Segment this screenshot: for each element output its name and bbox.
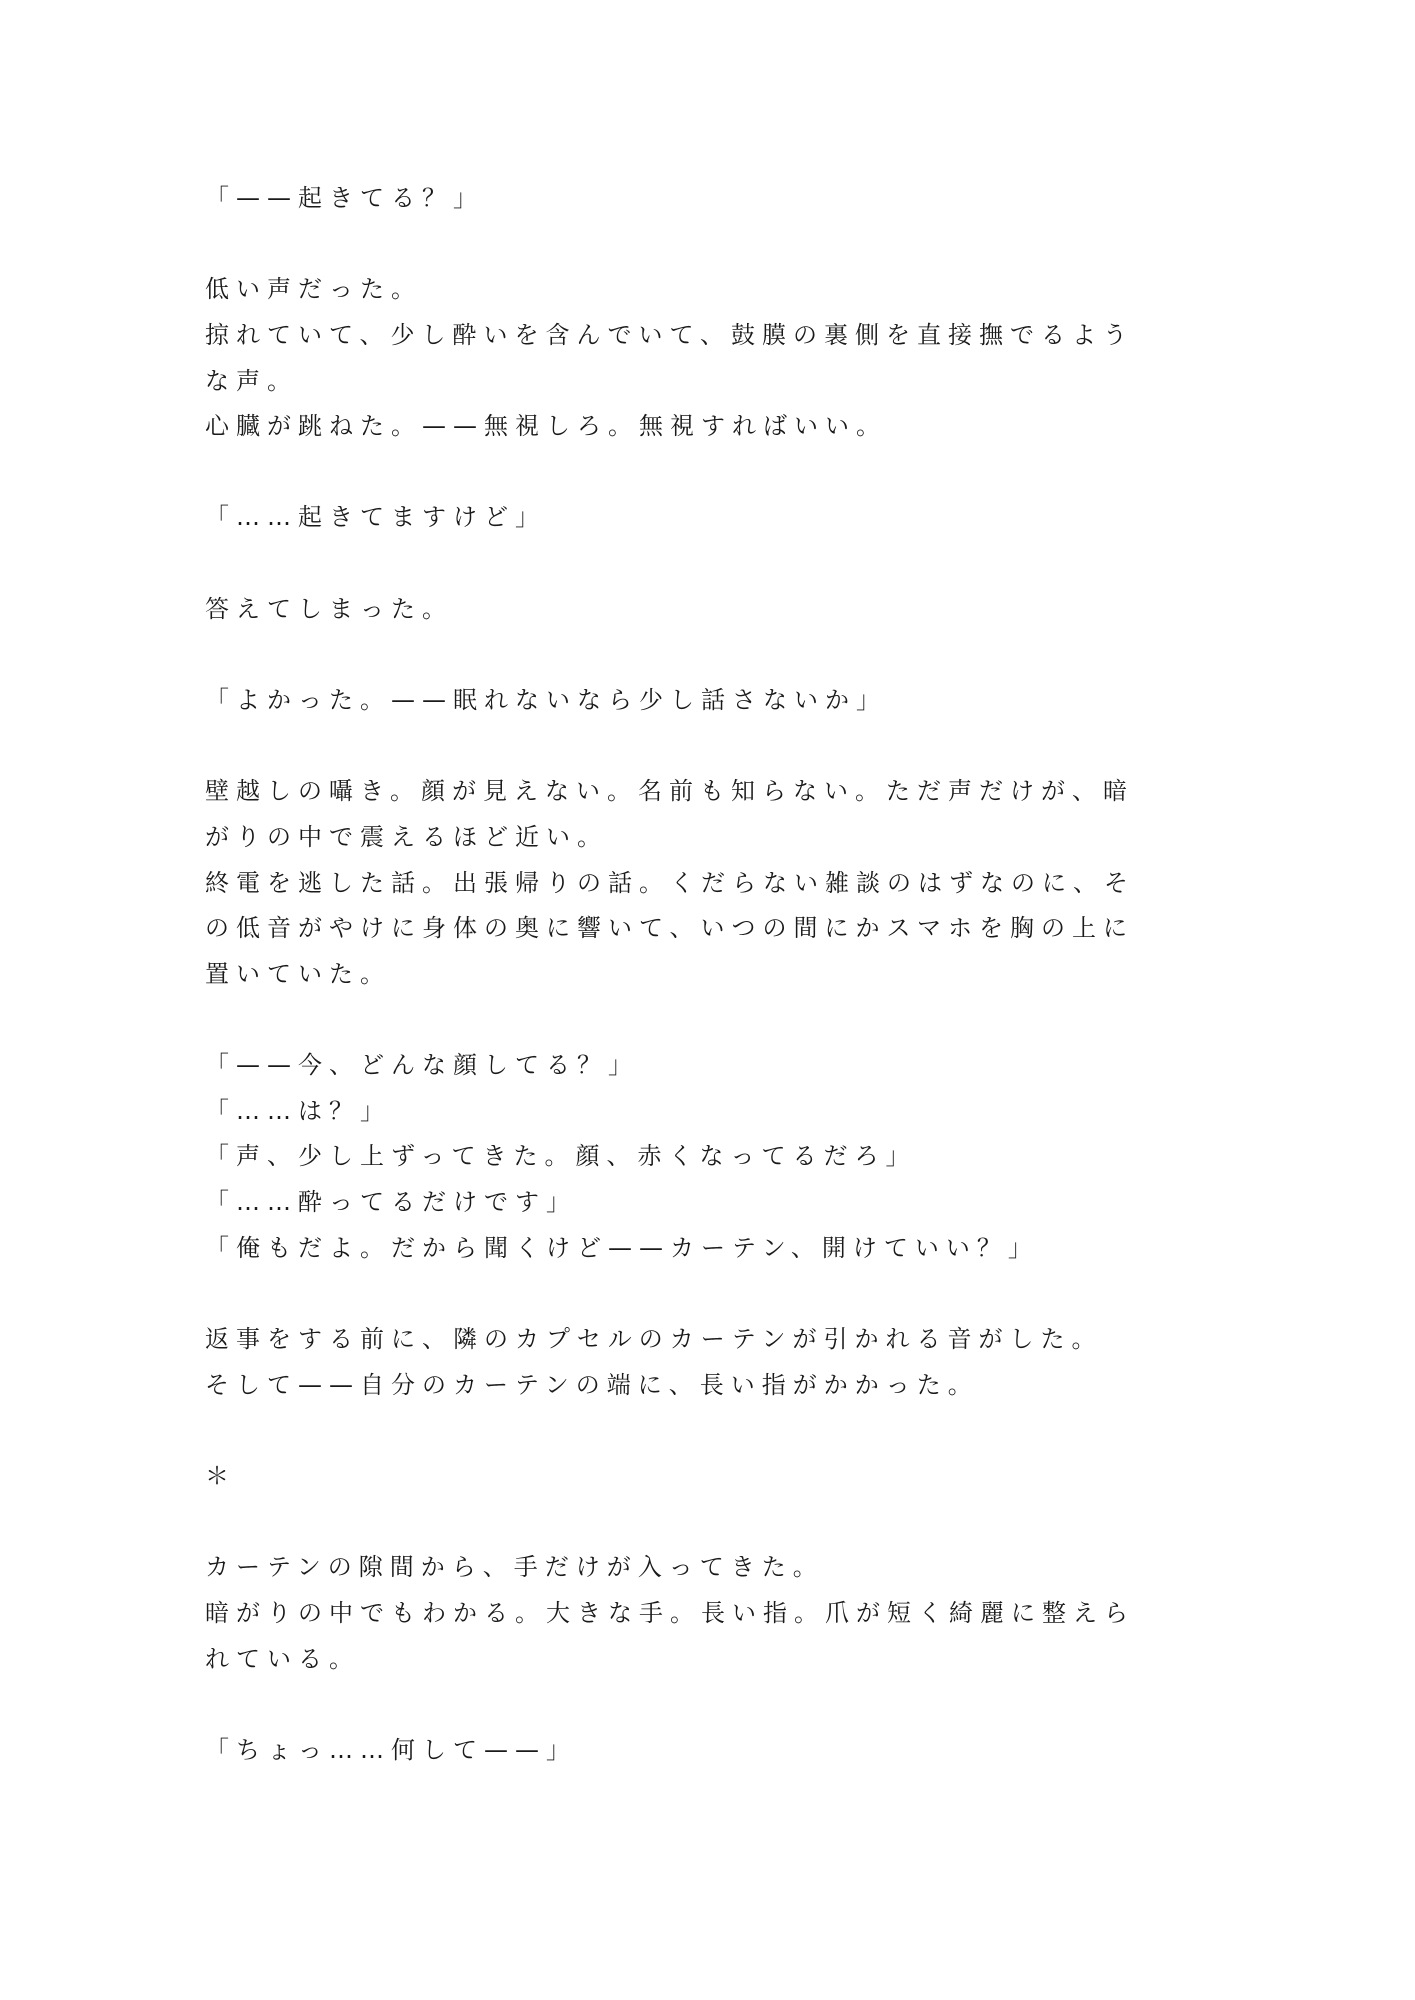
blank-line xyxy=(205,998,1215,1044)
text-line: 「声、少し上ずってきた。顔、赤くなってるだろ」 xyxy=(205,1142,917,1171)
blank-line xyxy=(205,541,1215,587)
text-line: 「……は？」 xyxy=(205,1096,391,1125)
text-line: れている。 xyxy=(205,1644,360,1673)
text-line: 「——今、どんな顔してる？」 xyxy=(205,1051,639,1080)
blank-line xyxy=(205,1271,1215,1317)
text-line: そして——自分のカーテンの端に、長い指がかかった。 xyxy=(205,1370,979,1399)
text-line: 「俺もだよ。だから聞くけど——カーテン、開けていい？」 xyxy=(205,1233,1039,1262)
text-line: 心臓が跳ねた。——無視しろ。無視すればいい。 xyxy=(205,412,887,441)
text-line: 「……起きてますけど」 xyxy=(205,503,546,532)
text-line: 掠れていて、少し酔いを含んでいて、鼓膜の裏側を直接撫でるよう xyxy=(205,320,1135,349)
text-line: 「よかった。——眠れないなら少し話さないか」 xyxy=(205,686,887,715)
text-line: 置いていた。 xyxy=(205,959,391,988)
blank-line xyxy=(205,632,1215,678)
text-line: 暗がりの中でもわかる。大きな手。長い指。爪が短く綺麗に整えら xyxy=(205,1598,1135,1627)
text-line: 終電を逃した話。出張帰りの話。くだらない雑談のはずなのに、そ xyxy=(205,868,1135,897)
blank-line xyxy=(205,222,1215,268)
text-line: 低い声だった。 xyxy=(205,275,422,304)
text-line: カーテンの隙間から、手だけが入ってきた。 xyxy=(205,1553,824,1582)
text-line: の低音がやけに身体の奥に響いて、いつの間にかスマホを胸の上に xyxy=(205,914,1135,943)
text-line: 「……酔ってるだけです」 xyxy=(205,1188,577,1217)
text-line: な声。 xyxy=(205,366,298,395)
document-page xyxy=(205,176,1215,1773)
text-line: がりの中で震えるほど近い。 xyxy=(205,822,608,851)
text-line: 返事をする前に、隣のカプセルのカーテンが引かれる音がした。 xyxy=(205,1325,1103,1354)
blank-line xyxy=(205,1408,1215,1454)
text-line: 「——起きてる？」 xyxy=(205,184,484,212)
blank-line xyxy=(205,724,1215,770)
blank-line xyxy=(205,450,1215,496)
text-line: 壁越しの囁き。顔が見えない。名前も知らない。ただ声だけが、暗 xyxy=(205,777,1135,806)
text-line: ＊ xyxy=(205,1461,236,1490)
text-line: 「ちょっ……何して——」 xyxy=(205,1735,577,1764)
blank-line xyxy=(205,1500,1215,1546)
blank-line xyxy=(205,1682,1215,1728)
text-line: 答えてしまった。 xyxy=(205,594,453,623)
